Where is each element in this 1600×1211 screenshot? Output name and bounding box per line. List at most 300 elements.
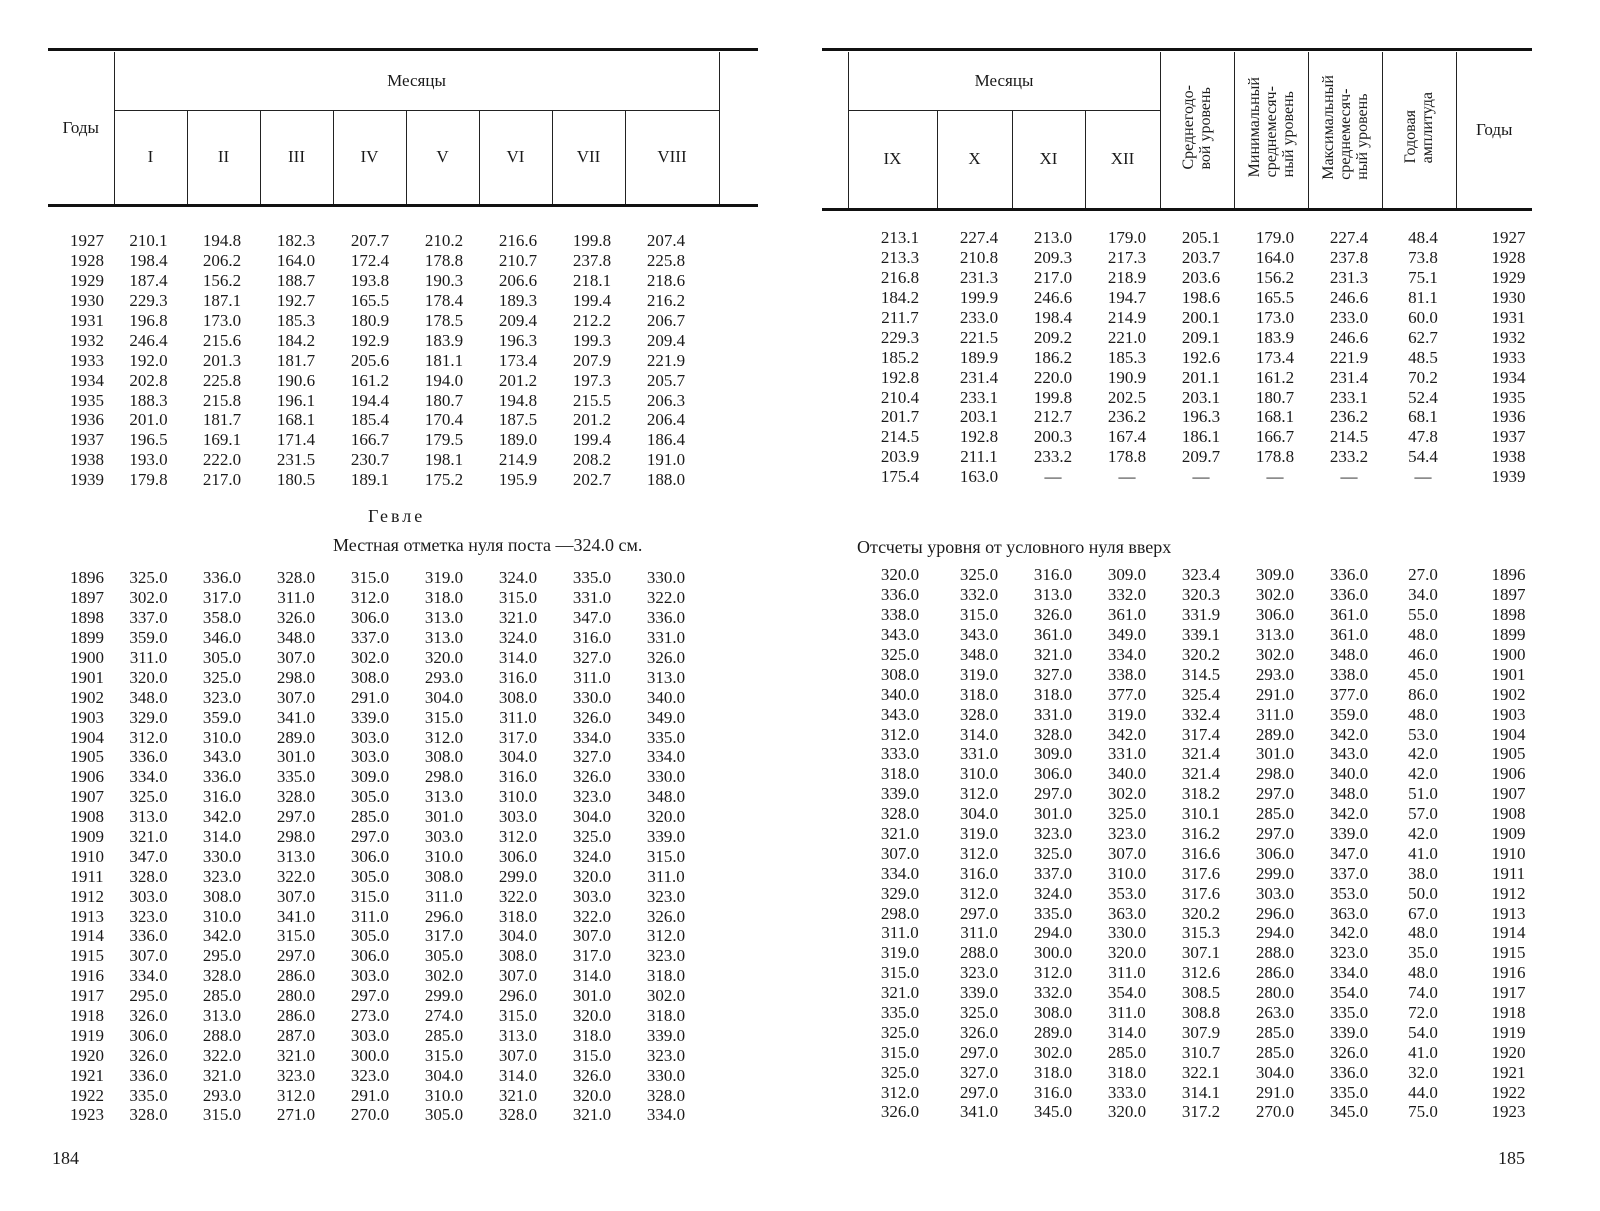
table-cell: 165.5 [1255, 288, 1295, 308]
table-row [62, 470, 703, 490]
table-cell: 209.3 [1033, 248, 1073, 268]
table-cell: 199.4 [572, 430, 612, 450]
table-cell: 317.0 [424, 926, 464, 946]
table-cell: 317.0 [498, 727, 538, 747]
table-cell: 237.8 [1329, 248, 1369, 268]
table-cell: 363.0 [1329, 903, 1369, 923]
table-cell: 1909 [1491, 824, 1526, 844]
table-cell: 320.0 [1107, 1102, 1147, 1122]
table-cell: 330.0 [572, 687, 612, 707]
table-cell: 213.0 [1033, 228, 1073, 248]
table-cell: 1917 [70, 986, 104, 1006]
min-level-header: Минимальный среднемесяч- ный уровень [1245, 77, 1297, 178]
table-cell: 314.0 [498, 648, 538, 667]
table-cell: 1899 [1491, 625, 1526, 645]
table-cell: 170.4 [424, 410, 464, 430]
table-cell: 305.0 [350, 866, 390, 886]
table-cell: 289.0 [1255, 724, 1295, 744]
table-cell: 285.0 [1255, 804, 1295, 824]
table-cell: 306.0 [129, 1025, 168, 1045]
table-cell: 218.6 [646, 271, 686, 291]
table-cell: 320.0 [129, 667, 168, 687]
table-cell: 1902 [1491, 684, 1526, 704]
table-cell: 320.0 [424, 648, 464, 667]
table-cell: 203.7 [1181, 248, 1221, 268]
table-cell: 326.0 [129, 1006, 168, 1026]
table-cell: 205.7 [646, 370, 686, 390]
table-cell: 328.0 [646, 1085, 686, 1105]
table-cell: 315.0 [276, 926, 316, 946]
table-cell: 314.0 [202, 827, 242, 847]
table-cell: 179.5 [424, 430, 464, 450]
table-row [858, 268, 1557, 288]
table-row [62, 1045, 703, 1065]
table-row [62, 370, 703, 390]
table-cell: 1903 [1491, 704, 1526, 724]
table-row [858, 467, 1557, 487]
table-cell: 1906 [1491, 764, 1526, 784]
table-cell: 317.6 [1181, 883, 1221, 903]
table-cell: 1939 [1491, 467, 1526, 487]
table-cell: 325.0 [880, 1022, 920, 1042]
table-cell: 329.0 [880, 883, 920, 903]
month-col-header: X [937, 110, 1012, 208]
table-cell: 213.3 [880, 248, 920, 268]
table-cell: 337.0 [1329, 863, 1369, 883]
table-cell: 319.0 [424, 568, 464, 588]
table-cell: 297.0 [350, 827, 390, 847]
table-cell: 315.0 [959, 605, 999, 625]
table-row [62, 608, 703, 628]
table-cell: 332.0 [959, 585, 999, 605]
table-cell: 348.0 [646, 787, 686, 807]
table-cell: 321.0 [572, 1105, 612, 1125]
table-cell: 343.0 [202, 747, 242, 767]
table-cell: 193.0 [129, 450, 168, 470]
table-cell: 1896 [70, 568, 104, 588]
table-cell: 315.0 [498, 1006, 538, 1026]
table-cell: 322.0 [572, 906, 612, 926]
table-cell: 263.0 [1255, 1003, 1295, 1023]
table-cell: 236.2 [1329, 407, 1369, 427]
table-cell: 321.0 [880, 983, 920, 1003]
table-cell: 62.7 [1408, 327, 1438, 347]
table-cell: 1902 [70, 687, 104, 707]
table-row [62, 450, 703, 470]
table-cell: 285.0 [1255, 1042, 1295, 1062]
table-cell: 1905 [70, 747, 104, 767]
table-cell: 336.0 [202, 568, 242, 588]
table-cell: 320.2 [1181, 645, 1221, 664]
table-cell: 194.0 [424, 370, 464, 390]
table-cell: 311.0 [1256, 704, 1294, 724]
table-cell: 1903 [70, 707, 104, 727]
table-cell: 210.4 [880, 387, 920, 407]
table-cell: 1916 [70, 966, 104, 986]
table-cell: 322.0 [646, 588, 686, 608]
table-cell: 1936 [70, 410, 104, 430]
table-cell: 303.0 [1255, 883, 1295, 903]
table-cell: 291.0 [1255, 1082, 1295, 1102]
table-cell: 288.0 [1255, 943, 1295, 963]
table-cell: 332.0 [1107, 585, 1147, 605]
table-cell: 168.1 [1255, 407, 1295, 427]
table-cell: 315.0 [646, 846, 686, 866]
table-cell: 214.9 [1107, 308, 1147, 327]
table-cell: 316.0 [498, 667, 538, 687]
table-cell: — [1414, 467, 1432, 487]
table-cell: 342.0 [202, 926, 242, 946]
table-cell: 194.4 [350, 390, 390, 410]
table-cell: 212.2 [572, 311, 612, 330]
table-cell: 1896 [1491, 565, 1526, 585]
table-cell: 298.0 [276, 667, 316, 687]
table-cell: 325.0 [202, 667, 242, 687]
table-cell: 221.9 [1329, 347, 1369, 367]
month-col-header: V [406, 110, 479, 204]
table-cell: 339.0 [880, 784, 920, 804]
table-cell: 209.4 [498, 311, 538, 330]
table-row [858, 228, 1557, 248]
table-cell: 340.0 [1107, 764, 1147, 784]
table-cell: 361.0 [1329, 625, 1369, 645]
table-cell: 168.1 [276, 410, 316, 430]
table-cell: 302.0 [1255, 645, 1295, 664]
table-cell: 86.0 [1408, 684, 1438, 704]
table-cell: 304.0 [424, 1065, 464, 1085]
table-cell: 194.7 [1107, 288, 1147, 308]
table-cell: 294.0 [1033, 923, 1073, 943]
table-cell: 1912 [1491, 883, 1526, 903]
table-cell: 305.0 [350, 926, 390, 946]
table-cell: 312.0 [959, 843, 999, 863]
table-cell: 1909 [70, 827, 104, 847]
table-cell: 345.0 [1033, 1102, 1073, 1122]
table-cell: 217.3 [1107, 248, 1147, 268]
table-cell: 311.0 [351, 906, 389, 926]
table-cell: 231.5 [276, 450, 316, 470]
table-cell: 297.0 [1255, 824, 1295, 844]
table-cell: 318.2 [1181, 784, 1221, 804]
max-level-header: Максимальный среднемесяч- ный уровень [1319, 75, 1371, 180]
table-cell: 1900 [1491, 645, 1526, 664]
table-cell: 359.0 [1329, 704, 1369, 724]
table-cell: 237.8 [572, 251, 612, 271]
table-cell: 280.0 [1255, 983, 1295, 1003]
table-cell: 38.0 [1408, 863, 1438, 883]
table-cell: 297.0 [959, 1042, 999, 1062]
table-row [62, 1065, 703, 1085]
table-cell: 81.1 [1408, 288, 1438, 308]
table-cell: 315.0 [424, 707, 464, 727]
table-cell: 336.0 [129, 747, 168, 767]
table-cell: 361.0 [1107, 605, 1147, 625]
table-cell: 1920 [1491, 1042, 1526, 1062]
table-cell: 318.0 [1107, 1062, 1147, 1082]
month-col-header: VIII [625, 110, 719, 204]
table-cell: 316.6 [1181, 843, 1221, 863]
table-cell: 246.6 [1329, 327, 1369, 347]
table-cell: 54.4 [1408, 447, 1438, 467]
table-cell: 348.0 [1329, 784, 1369, 804]
table-cell: 321.4 [1181, 764, 1221, 784]
table-cell: 171.4 [276, 430, 316, 450]
table-cell: 316.0 [1033, 565, 1073, 585]
table-row [62, 648, 703, 668]
table-cell: 322.0 [202, 1045, 242, 1065]
table-cell: 309.0 [1255, 565, 1295, 585]
table-cell: 1929 [70, 271, 104, 291]
table-cell: 191.0 [646, 450, 686, 470]
table-cell: 169.1 [202, 430, 242, 450]
table-cell: 333.0 [880, 744, 920, 764]
table-cell: 203.9 [880, 447, 920, 467]
table-cell: 301.0 [1255, 744, 1295, 764]
table-cell: 1922 [70, 1085, 104, 1105]
month-col-header: I [114, 110, 187, 204]
table-cell: 54.0 [1408, 1022, 1438, 1042]
table-cell: 202.7 [572, 470, 612, 490]
table-cell: 285.0 [1255, 1022, 1295, 1042]
table-row [858, 1022, 1557, 1042]
table-cell: 334.0 [129, 966, 168, 986]
table-cell: 336.0 [646, 608, 686, 628]
table-cell: 306.0 [1255, 605, 1295, 625]
table-row [62, 1025, 703, 1045]
table-cell: 331.0 [1107, 744, 1147, 764]
table-cell: 180.9 [350, 311, 390, 330]
table-cell: 361.0 [1329, 605, 1369, 625]
table-cell: 358.0 [202, 608, 242, 628]
table-cell: 291.0 [350, 1085, 390, 1105]
table-cell: 218.9 [1107, 268, 1147, 288]
table-cell: 206.4 [646, 410, 686, 430]
table-cell: 334.0 [1107, 645, 1147, 664]
table-cell: 325.0 [129, 568, 168, 588]
table-cell: 288.0 [202, 1025, 242, 1045]
table-cell: 311.0 [277, 588, 315, 608]
table-cell: 1934 [1491, 367, 1526, 387]
table-cell: 1927 [70, 231, 104, 251]
table-cell: 188.0 [646, 470, 686, 490]
table-cell: 184.2 [276, 330, 316, 350]
table-cell: 313.0 [498, 1025, 538, 1045]
table-cell: 328.0 [498, 1105, 538, 1125]
table-cell: 311.0 [425, 886, 463, 906]
table-cell: 315.0 [350, 886, 390, 906]
table-cell: 217.0 [1033, 268, 1073, 288]
table-cell: 339.0 [646, 827, 686, 847]
table-row [62, 886, 703, 906]
table-cell: 334.0 [646, 747, 686, 767]
table-cell: 201.7 [880, 407, 920, 427]
table-cell: 334.0 [646, 1105, 686, 1125]
month-col-header: III [260, 110, 333, 204]
table-row [62, 787, 703, 807]
table-cell: 163.0 [959, 467, 999, 487]
table-cell: 184.2 [880, 288, 920, 308]
table-row [858, 784, 1557, 804]
table-cell: 315.0 [498, 588, 538, 608]
table-row [858, 625, 1557, 645]
right-page [800, 0, 1600, 1211]
table-cell: 303.0 [350, 747, 390, 767]
table-cell: 308.0 [498, 687, 538, 707]
table-cell: 1923 [70, 1105, 104, 1125]
table-cell: 304.0 [959, 804, 999, 824]
table-row [62, 1006, 703, 1026]
table-cell: 301.0 [572, 986, 612, 1006]
table-row [858, 565, 1557, 585]
month-col-header: IX [848, 110, 937, 208]
table-cell: 377.0 [1107, 684, 1147, 704]
table-cell: 348.0 [276, 628, 316, 648]
table-cell: 213.1 [880, 228, 920, 248]
table-cell: 236.2 [1107, 407, 1147, 427]
table-row [62, 727, 703, 747]
table-cell: 304.0 [1255, 1062, 1295, 1082]
table-cell: 326.0 [572, 1065, 612, 1085]
table-cell: 317.0 [572, 946, 612, 966]
table-cell: 178.8 [424, 251, 464, 271]
table-cell: 339.0 [1329, 1022, 1369, 1042]
table-row [62, 1105, 703, 1125]
header-bottom-rule [48, 204, 758, 207]
table-cell: 335.0 [129, 1085, 168, 1105]
table-cell: 212.7 [1033, 407, 1073, 427]
table-row [858, 843, 1557, 863]
table-row [62, 807, 703, 827]
table-cell: 332.0 [1033, 983, 1073, 1003]
month-col-header: IV [333, 110, 406, 204]
table-cell: 303.0 [129, 886, 168, 906]
table-cell: 331.0 [646, 628, 686, 648]
table-cell: 298.0 [424, 767, 464, 787]
table-cell: 1931 [70, 311, 104, 330]
table-cell: 179.8 [129, 470, 168, 490]
table-cell: 338.0 [1329, 664, 1369, 684]
table-cell: 199.8 [572, 231, 612, 251]
table-cell: 323.0 [572, 787, 612, 807]
table-cell: 156.2 [1255, 268, 1295, 288]
table-cell: 312.0 [350, 588, 390, 608]
table-cell: 338.0 [880, 605, 920, 625]
table-cell: 188.7 [276, 271, 316, 291]
table-cell: 321.0 [276, 1045, 316, 1065]
table-cell: 333.0 [1107, 1082, 1147, 1102]
table-cell: 340.0 [646, 687, 686, 707]
table-cell: 310.0 [202, 727, 242, 747]
table-cell: 1937 [1491, 427, 1526, 447]
table-cell: 185.3 [276, 311, 316, 330]
table-cell: 315.0 [880, 1042, 920, 1062]
table-cell: 187.4 [129, 271, 168, 291]
table-cell: 335.0 [572, 568, 612, 588]
table-cell: 231.4 [959, 367, 999, 387]
table-cell: 306.0 [498, 846, 538, 866]
table-cell: 192.6 [1181, 347, 1221, 367]
table-cell: 336.0 [1329, 565, 1369, 585]
table-row [858, 883, 1557, 903]
table-cell: 325.0 [129, 787, 168, 807]
table-cell: 328.0 [129, 1105, 168, 1125]
table-cell: 1933 [1491, 347, 1526, 367]
table-cell: 203.6 [1181, 268, 1221, 288]
table-cell: 200.1 [1181, 308, 1221, 327]
table-cell: 327.0 [959, 1062, 999, 1082]
table-cell: 51.0 [1408, 784, 1438, 804]
table-cell: 312.0 [498, 827, 538, 847]
table-cell: 313.0 [424, 608, 464, 628]
station-name: Гевле [368, 506, 426, 526]
table-cell: 1930 [70, 291, 104, 311]
table-cell: 309.0 [1033, 744, 1073, 764]
table-cell: 75.0 [1408, 1102, 1438, 1122]
table-cell: 314.0 [498, 1065, 538, 1085]
table-cell: 209.4 [646, 330, 686, 350]
table-cell: 316.0 [959, 863, 999, 883]
table-cell: 209.7 [1181, 447, 1221, 467]
table-row [62, 271, 703, 291]
table-cell: 1911 [1491, 863, 1526, 883]
table-cell: 326.0 [1033, 605, 1073, 625]
table-cell: 296.0 [424, 906, 464, 926]
table-cell: 313.0 [129, 807, 168, 827]
table-row [62, 291, 703, 311]
amplitude-header: Годовая амплитуда [1402, 91, 1436, 164]
table-cell: 175.4 [880, 467, 920, 487]
table-cell: 194.8 [202, 231, 242, 251]
table-row [62, 667, 703, 687]
table-cell: 214.5 [1329, 427, 1369, 447]
table-cell: 348.0 [959, 645, 999, 664]
table-cell: 1918 [70, 1006, 104, 1026]
table-cell: 164.0 [276, 251, 316, 271]
table-cell: 1899 [70, 628, 104, 648]
table-cell: 347.0 [129, 846, 168, 866]
table-cell: 314.5 [1181, 664, 1221, 684]
table-cell: 161.2 [350, 370, 390, 390]
table-cell: 211.7 [881, 308, 919, 327]
table-cell: 291.0 [1255, 684, 1295, 704]
table-cell: 41.0 [1408, 843, 1438, 863]
table-cell: 324.0 [498, 628, 538, 648]
table-cell: 323.0 [646, 1045, 686, 1065]
table-cell: 75.1 [1408, 268, 1438, 288]
table-cell: 326.0 [880, 1102, 920, 1122]
table-row [858, 824, 1557, 844]
table-cell: 323.0 [276, 1065, 316, 1085]
table-cell: 311.0 [1108, 1003, 1146, 1023]
table-cell: 328.0 [276, 568, 316, 588]
table-cell: 307.0 [276, 886, 316, 906]
table-cell: 303.0 [572, 886, 612, 906]
table-cell: 181.7 [202, 410, 242, 430]
years-header: Годы [1456, 52, 1532, 208]
table-cell: 326.0 [572, 767, 612, 787]
table-cell: 343.0 [880, 704, 920, 724]
table-cell: 298.0 [1255, 764, 1295, 784]
table-cell: 286.0 [276, 1006, 316, 1026]
table-cell: 1933 [70, 350, 104, 370]
table-cell: 207.9 [572, 350, 612, 370]
table-row [62, 231, 703, 251]
table-cell: 183.9 [1255, 327, 1295, 347]
table-cell: 48.0 [1408, 963, 1438, 983]
table-cell: 199.8 [1033, 387, 1073, 407]
table-cell: 326.0 [276, 608, 316, 628]
table-cell: 210.7 [498, 251, 538, 271]
